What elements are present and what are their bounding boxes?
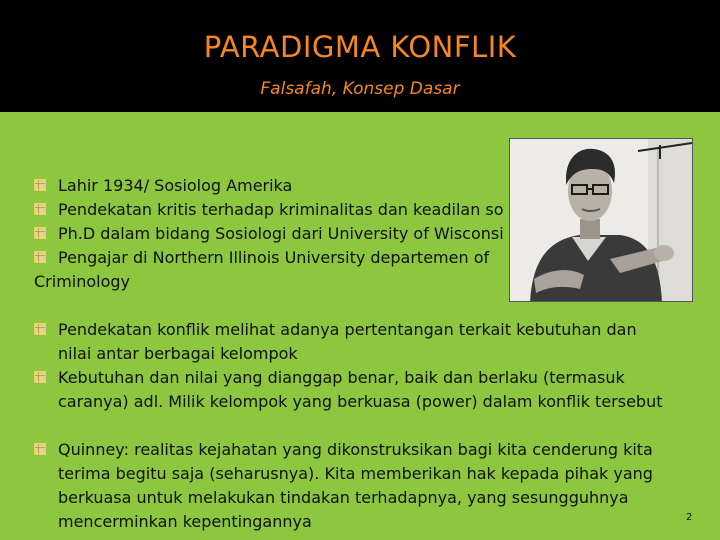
header-band <box>0 0 720 112</box>
bullet-item <box>34 438 654 534</box>
bullet-icon <box>34 179 46 191</box>
page-number: 2 <box>686 512 693 523</box>
bullet-icon <box>34 227 46 239</box>
bullet-text: Ph.D dalam bidang Sosiologi dari University of Wisconsi <box>58 224 504 243</box>
bullet-text: Pendekatan konflik melihat adanya pertentangan terkait kebutuhan dan nilai antar berbagai kelompok <box>58 320 637 363</box>
bullet-item <box>34 174 514 198</box>
bullet-item <box>34 318 674 366</box>
bullet-icon <box>34 443 46 455</box>
bullet-item <box>34 246 514 270</box>
bullet-text: Quinney: realitas kejahatan yang dikonstruksikan bagi kita cenderung kita terima begitu saja (seharusnya). Kita memberikan hak kepada pihak yang berkuasa untuk melakukan tindakan terhadapnya, yang sesungguhnya mencerminkan kepentingannya <box>58 440 653 531</box>
slide-title: PARADIGMA KONFLIK <box>203 30 517 64</box>
slide-subtitle: Falsafah, Konsep Dasar <box>260 79 460 99</box>
bullet-item <box>34 366 674 414</box>
bullet-item <box>34 198 514 222</box>
bullet-text: Kebutuhan dan nilai yang dianggap benar, baik dan berlaku (termasuk caranya) adl. Milik kelompok yang berkuasa (power) dalam konflik tersebut <box>58 368 663 411</box>
bullet-icon <box>34 323 46 335</box>
bullet-icon <box>34 203 46 215</box>
bullet-text: Pengajar di Northern Illinois University departemen of <box>58 248 490 267</box>
bullet-icon <box>34 371 46 383</box>
bullet-continuation: Criminology <box>34 272 131 291</box>
bullet-item <box>34 222 514 246</box>
bullet-text: Lahir 1934/ Sosiolog Amerika <box>58 176 293 195</box>
bullet-icon <box>34 251 46 263</box>
bullet-text: Pendekatan kritis terhadap kriminalitas dan keadilan so <box>58 200 504 219</box>
portrait-photo <box>509 138 693 302</box>
